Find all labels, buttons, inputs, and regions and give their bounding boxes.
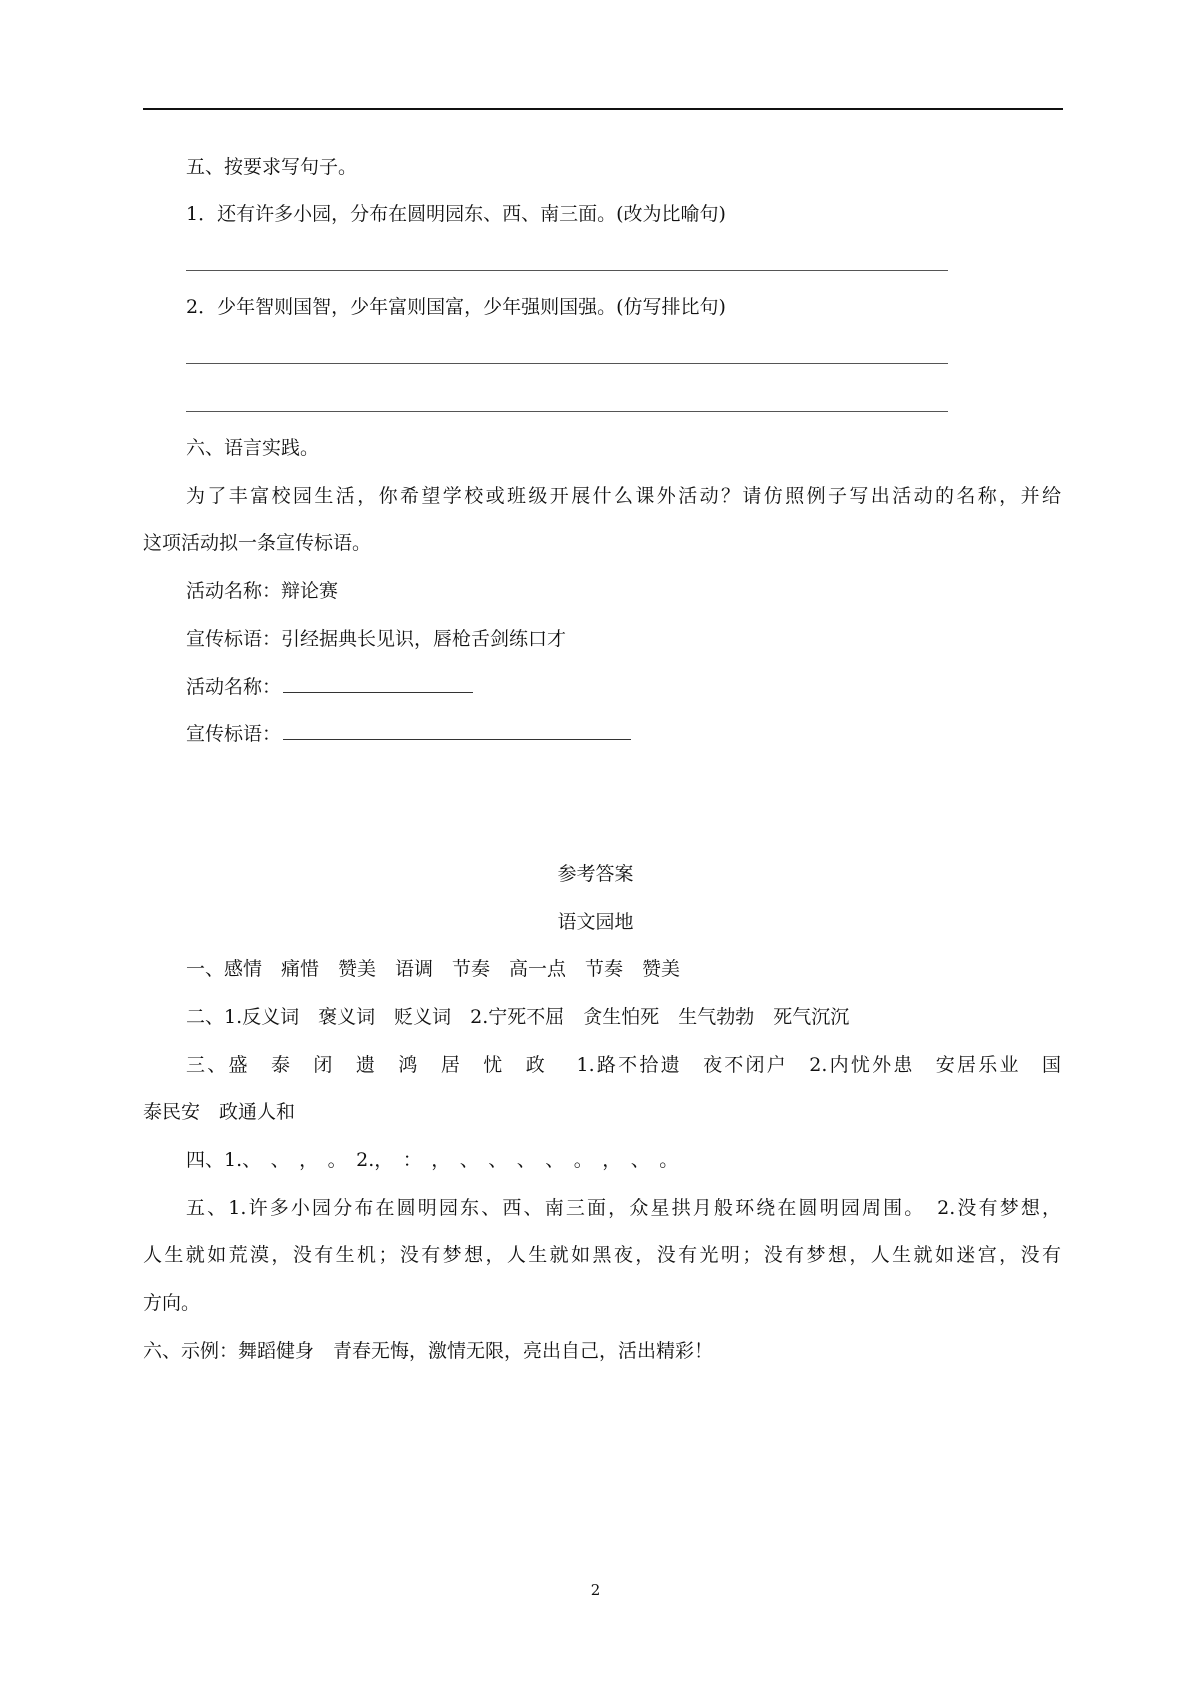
section-6-prompt-line-1: 为了丰富校园生活，你希望学校或班级开展什么课外活动？请仿照例子写出活动的名称，并给 xyxy=(186,485,1061,507)
answer-section-6: 六、示例：舞蹈健身 青春无悔，激情无限，亮出自己，活出精彩！ xyxy=(143,1340,714,1362)
page-number: 2 xyxy=(590,1581,601,1599)
answer-line-q1[interactable] xyxy=(186,270,948,271)
slogan-blank[interactable] xyxy=(283,738,631,740)
section-5-heading: 五、按要求写句子。 xyxy=(186,156,358,178)
example-slogan: 宣传标语：引经据典长见识，唇枪舌剑练口才 xyxy=(186,628,567,650)
answer-line-q2-2[interactable] xyxy=(186,411,948,412)
example-activity-name: 活动名称：辩论赛 xyxy=(186,580,339,602)
question-2: 2．少年智则国智，少年富则国富，少年强则国强。(仿写排比句) xyxy=(186,296,726,318)
answer-section-5-line-2: 人生就如荒漠，没有生机；没有梦想，人生就如黑夜，没有光明；没有梦想，人生就如迷宫，没有 xyxy=(143,1244,1061,1266)
slogan-row xyxy=(186,725,631,744)
answer-section-5-line-3: 方向。 xyxy=(143,1292,201,1314)
answers-title: 参考答案 xyxy=(557,863,634,885)
section-6-prompt-line-2: 这项活动拟一条宣传标语。 xyxy=(143,532,372,554)
answers-subtitle: 语文园地 xyxy=(557,911,634,933)
answer-section-1: 一、感情 痛惜 赞美 语调 节奏 高一点 节奏 赞美 xyxy=(186,958,681,980)
activity-name-row xyxy=(186,678,473,697)
activity-name-label: 活动名称： xyxy=(186,676,282,698)
header-rule xyxy=(143,108,1063,110)
slogan-label: 宣传标语： xyxy=(186,723,282,745)
answer-section-3-line-1: 三、盛 泰 闭 遗 鸿 居 忧 政 1.路不拾遗 夜不闭户 2.内忧外患 安居乐业 国 xyxy=(186,1054,1061,1076)
answer-line-q2-1[interactable] xyxy=(186,363,948,364)
answer-section-3-line-2: 泰民安 政通人和 xyxy=(143,1101,296,1123)
answer-section-4: 四、1.、 、 ， 。 2.， ： ， 、 、 、 、 。 ， 、 。 xyxy=(186,1149,679,1171)
activity-name-blank[interactable] xyxy=(283,691,473,693)
question-1: 1．还有许多小园，分布在圆明园东、西、南三面。(改为比喻句) xyxy=(186,203,726,225)
answer-section-2: 二、1.反义词 褒义词 贬义词 2.宁死不屈 贪生怕死 生气勃勃 死气沉沉 xyxy=(186,1006,850,1028)
answer-section-5-line-1: 五、1.许多小园分布在圆明园东、西、南三面，众星拱月般环绕在圆明园周围。 2.没有梦想， xyxy=(186,1197,1061,1219)
section-6-heading: 六、语言实践。 xyxy=(186,437,320,459)
